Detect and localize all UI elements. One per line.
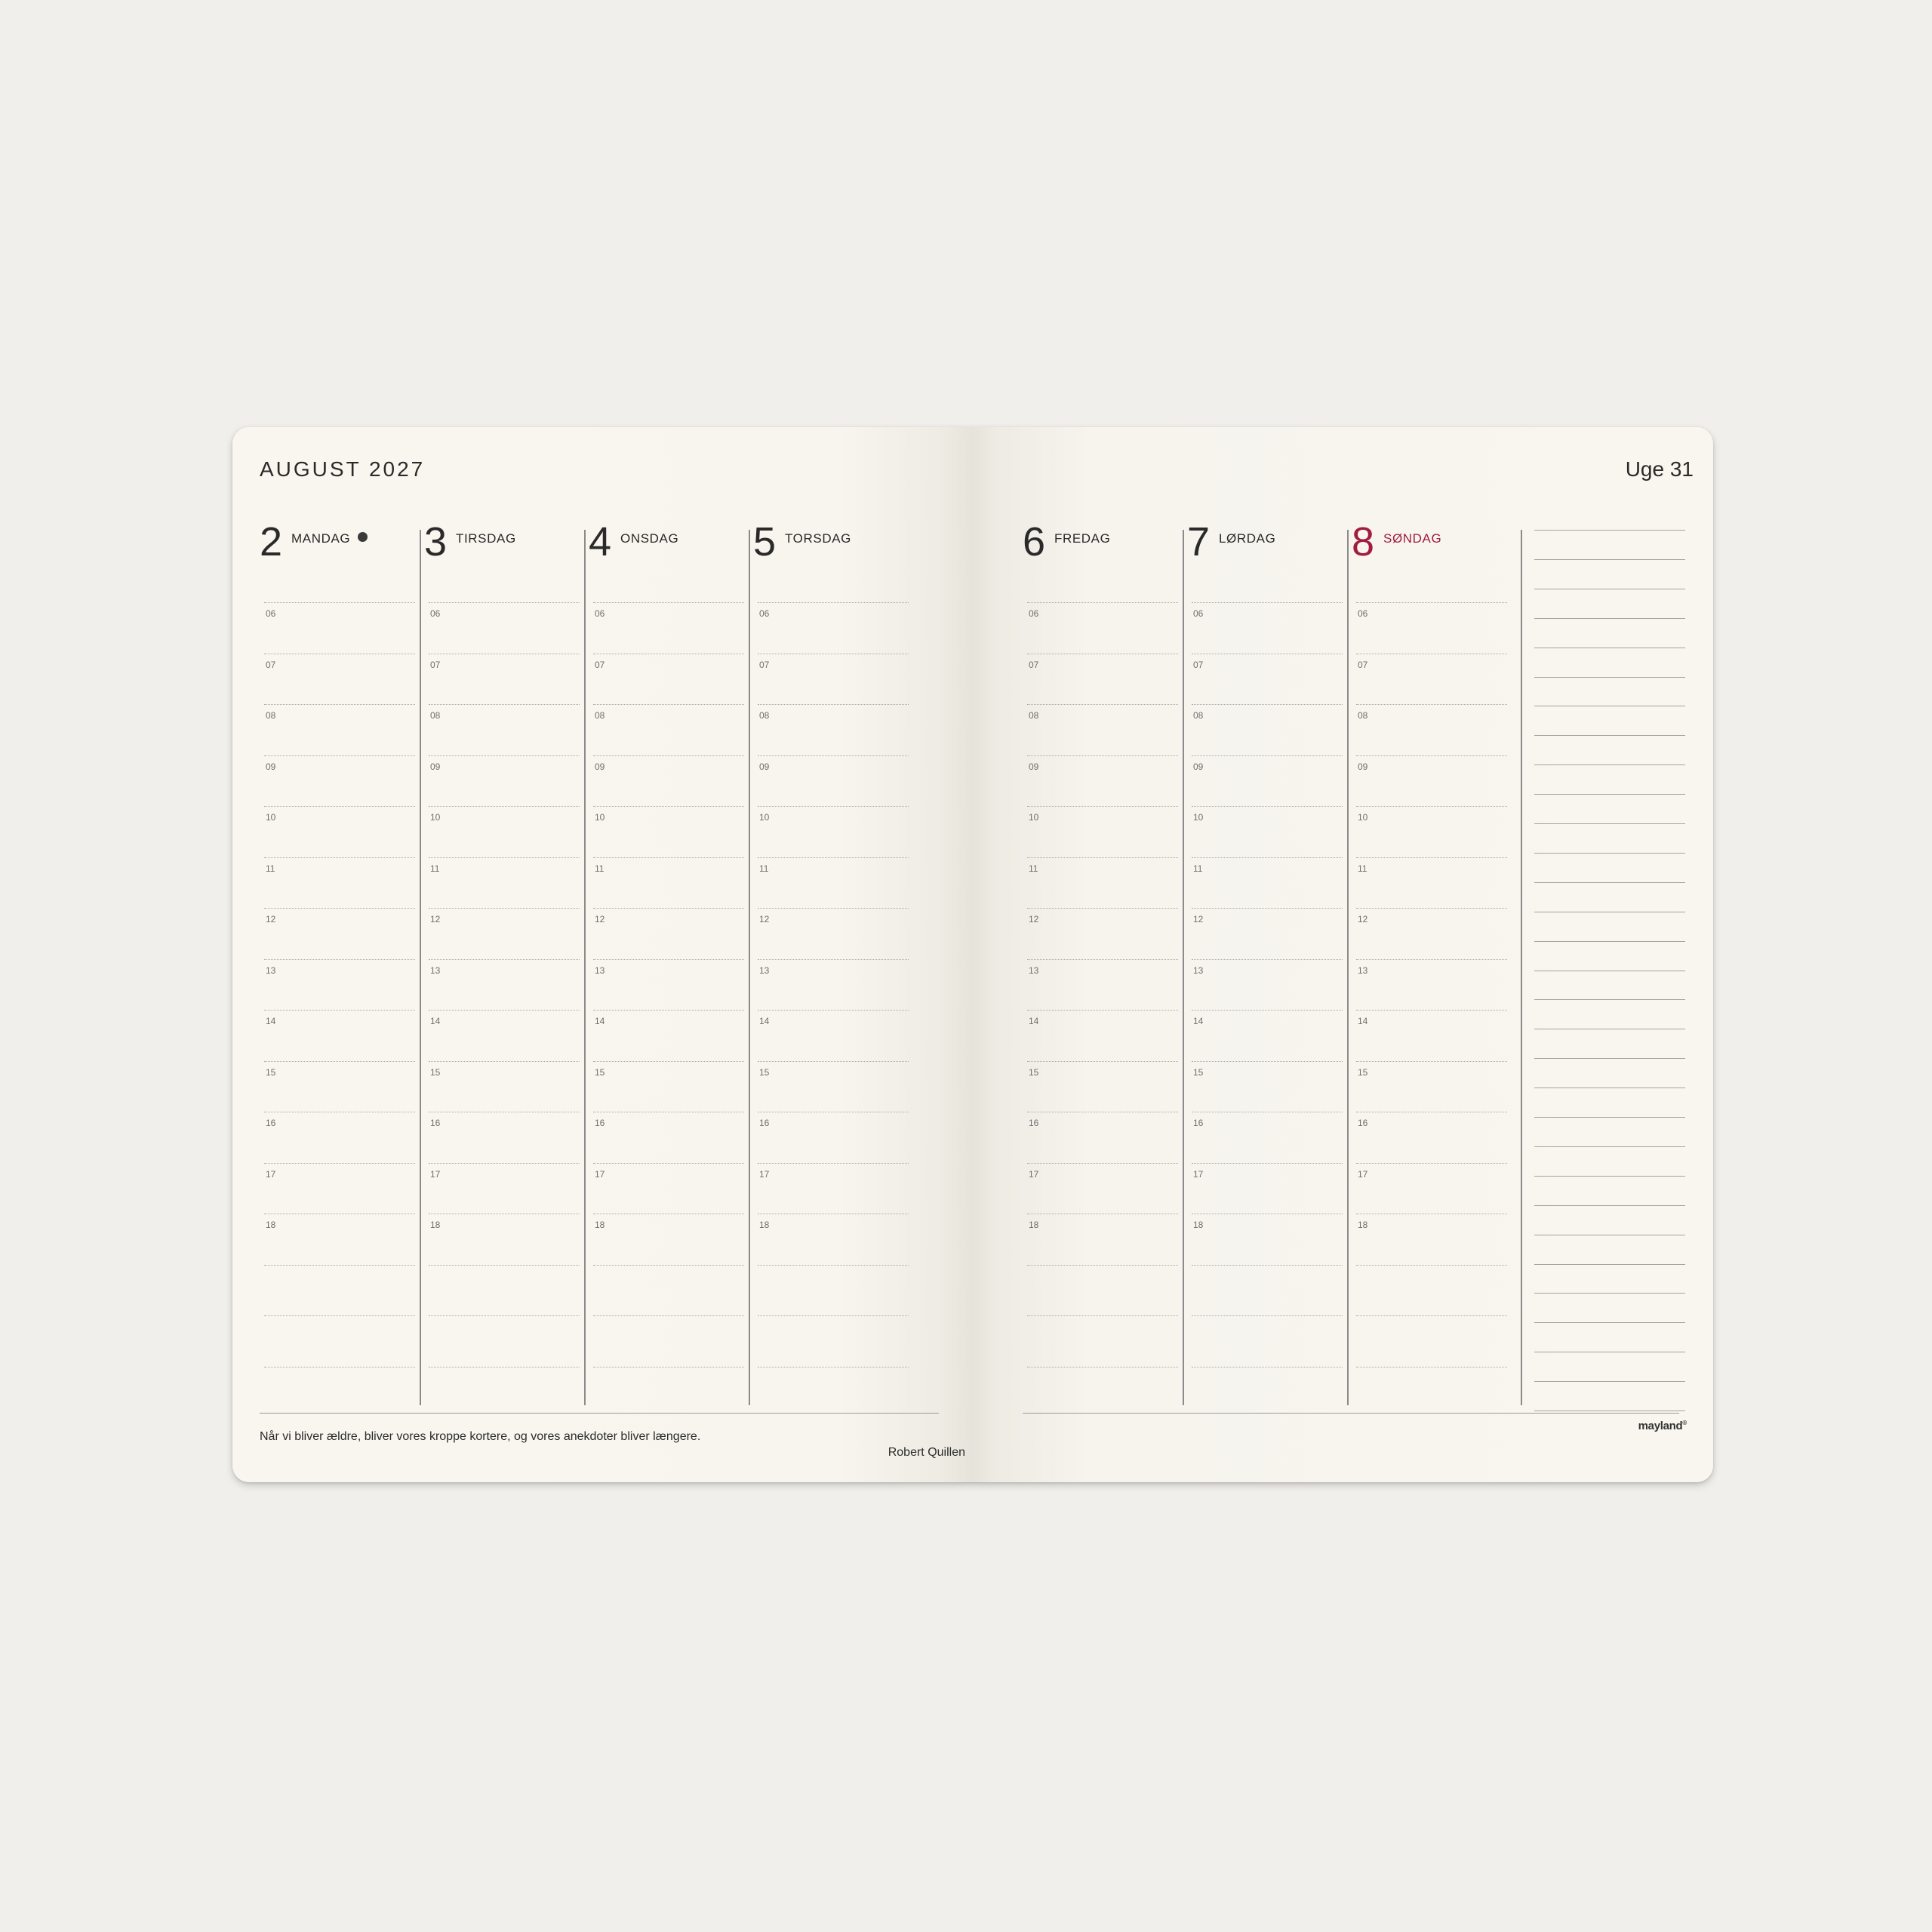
- note-line[interactable]: [1534, 764, 1685, 765]
- notes-column[interactable]: [1528, 427, 1679, 1482]
- time-slot-line[interactable]: [758, 1061, 909, 1062]
- time-slot-line[interactable]: [1027, 1010, 1178, 1011]
- time-slot-line[interactable]: [1356, 1265, 1507, 1266]
- hour-label: 10: [430, 812, 441, 823]
- hour-label: 14: [595, 1016, 605, 1026]
- hour-label: 18: [266, 1220, 276, 1230]
- hour-label: 06: [266, 608, 276, 619]
- time-slot-line[interactable]: [758, 1265, 909, 1266]
- planner-spread: [232, 427, 1713, 1482]
- time-slot-line[interactable]: [593, 602, 744, 603]
- hour-label: 07: [759, 659, 770, 670]
- time-slot-line[interactable]: [1192, 806, 1343, 807]
- day-name: [291, 531, 368, 546]
- note-line[interactable]: [1534, 1176, 1685, 1177]
- time-slot-line[interactable]: [264, 602, 415, 603]
- footer-rule: [260, 1413, 939, 1414]
- hour-label: 07: [430, 659, 441, 670]
- hour-label: 08: [1029, 710, 1039, 721]
- hour-label: 15: [430, 1066, 441, 1078]
- hour-label: 13: [1029, 964, 1039, 976]
- day-name: [1383, 531, 1441, 546]
- time-slot-line[interactable]: [758, 704, 909, 705]
- hour-label: 18: [595, 1220, 605, 1230]
- time-slot-line[interactable]: [1356, 959, 1507, 960]
- time-slot-line[interactable]: [264, 704, 415, 705]
- day-name: [1054, 531, 1110, 546]
- time-slot-line[interactable]: [593, 806, 744, 807]
- time-slot-line[interactable]: [264, 1061, 415, 1062]
- time-slot-line[interactable]: [429, 908, 580, 909]
- time-slot-line[interactable]: [1192, 1315, 1343, 1316]
- hour-label: 15: [266, 1066, 276, 1078]
- day-column-fredag[interactable]: [1023, 427, 1187, 1482]
- hour-label: 15: [1193, 1066, 1204, 1078]
- time-slot-line[interactable]: [1027, 908, 1178, 909]
- day-column-torsdag[interactable]: [753, 427, 918, 1482]
- time-slot-line[interactable]: [593, 1315, 744, 1316]
- time-slot-line[interactable]: [1356, 1315, 1507, 1316]
- day-name-label: FREDAG: [1054, 531, 1111, 546]
- day-number: 4: [589, 519, 612, 565]
- time-slot-line[interactable]: [1356, 755, 1507, 756]
- hour-label: 15: [595, 1066, 605, 1078]
- hour-label: 13: [759, 964, 770, 976]
- time-slot-line[interactable]: [1192, 755, 1343, 756]
- hour-label: 14: [430, 1016, 441, 1026]
- day-number: 2: [260, 519, 283, 565]
- hour-label: 08: [1358, 710, 1368, 721]
- time-slot-line[interactable]: [1192, 704, 1343, 705]
- time-slot-line[interactable]: [429, 806, 580, 807]
- day-number: 5: [753, 519, 777, 565]
- time-slot-line[interactable]: [758, 602, 909, 603]
- time-slot-line[interactable]: [1356, 806, 1507, 807]
- note-line[interactable]: [1534, 1205, 1685, 1206]
- time-slot-line[interactable]: [758, 755, 909, 756]
- hour-label: 13: [430, 964, 441, 976]
- hour-label: 17: [430, 1168, 441, 1180]
- time-slot-line[interactable]: [429, 1010, 580, 1011]
- hour-label: 08: [759, 710, 770, 721]
- hour-label: 10: [1193, 812, 1204, 823]
- day-column-tirsdag[interactable]: [424, 427, 589, 1482]
- day-name-label: TIRSDAG: [456, 531, 516, 546]
- hour-label: 12: [595, 914, 605, 924]
- hour-label: 07: [1029, 659, 1039, 670]
- note-line[interactable]: [1534, 1058, 1685, 1059]
- hour-label: 12: [1029, 914, 1039, 924]
- day-column-mandag[interactable]: [260, 427, 424, 1482]
- note-line[interactable]: [1534, 1381, 1685, 1382]
- time-slot-line[interactable]: [264, 1265, 415, 1266]
- time-slot-line[interactable]: [429, 602, 580, 603]
- hour-label: 15: [759, 1066, 770, 1078]
- time-slot-line[interactable]: [758, 908, 909, 909]
- time-slot-line[interactable]: [593, 1061, 744, 1062]
- hour-label: 16: [759, 1118, 770, 1128]
- time-slot-line[interactable]: [593, 704, 744, 705]
- day-name: [785, 531, 851, 546]
- time-slot-line[interactable]: [593, 908, 744, 909]
- hour-label: 17: [1029, 1168, 1039, 1180]
- time-slot-line[interactable]: [1027, 1061, 1178, 1062]
- hour-label: 10: [266, 812, 276, 823]
- time-slot-line[interactable]: [1027, 857, 1178, 858]
- hour-label: 13: [266, 964, 276, 976]
- time-slot-line[interactable]: [758, 1163, 909, 1164]
- quote-text: Når vi bliver ældre, bliver vores kroppe kortere, og vores anekdoter bliver længere.: [260, 1430, 701, 1443]
- time-slot-line[interactable]: [758, 806, 909, 807]
- time-slot-line[interactable]: [429, 857, 580, 858]
- hour-label: 16: [1193, 1118, 1204, 1128]
- hour-label: 12: [759, 914, 770, 924]
- hour-label: 08: [1193, 710, 1204, 721]
- hour-label: 06: [1029, 608, 1039, 619]
- hour-label: 17: [595, 1168, 605, 1180]
- note-line[interactable]: [1534, 559, 1685, 560]
- time-slot-line[interactable]: [758, 1010, 909, 1011]
- hour-label: 12: [1358, 914, 1368, 924]
- time-slot-line[interactable]: [1192, 1163, 1343, 1164]
- day-name: [1219, 531, 1275, 546]
- day-number: 8: [1352, 519, 1375, 565]
- hour-label: 09: [595, 761, 605, 772]
- hour-label: 16: [430, 1118, 441, 1128]
- week-start-dot-icon: [358, 532, 368, 542]
- day-name-label: LØRDAG: [1219, 531, 1276, 546]
- time-slot-line[interactable]: [1027, 755, 1178, 756]
- note-line[interactable]: [1534, 1293, 1685, 1294]
- note-line[interactable]: [1534, 941, 1685, 942]
- time-slot-line[interactable]: [264, 959, 415, 960]
- time-slot-line[interactable]: [1027, 704, 1178, 705]
- time-slot-line[interactable]: [1356, 1010, 1507, 1011]
- hour-label: 10: [595, 812, 605, 823]
- hour-label: 13: [1193, 964, 1204, 976]
- hour-label: 18: [1358, 1220, 1368, 1230]
- left-page: [232, 427, 973, 1482]
- day-name: [456, 531, 516, 546]
- time-slot-line[interactable]: [1192, 1061, 1343, 1062]
- hour-label: 14: [759, 1016, 770, 1026]
- time-slot-line[interactable]: [1027, 1315, 1178, 1316]
- hour-label: 16: [1029, 1118, 1039, 1128]
- time-slot-line[interactable]: [1192, 1010, 1343, 1011]
- hour-label: 10: [1029, 812, 1039, 823]
- time-slot-line[interactable]: [1356, 1061, 1507, 1062]
- note-line[interactable]: [1534, 1146, 1685, 1147]
- time-slot-line[interactable]: [1027, 1163, 1178, 1164]
- hour-label: 14: [1029, 1016, 1039, 1026]
- time-slot-line[interactable]: [1027, 602, 1178, 603]
- hour-label: 09: [1193, 761, 1204, 772]
- hour-label: 14: [1193, 1016, 1204, 1026]
- time-slot-line[interactable]: [593, 1163, 744, 1164]
- time-slot-line[interactable]: [593, 959, 744, 960]
- hour-label: 11: [430, 863, 440, 874]
- note-line[interactable]: [1534, 1322, 1685, 1323]
- time-slot-line[interactable]: [429, 755, 580, 756]
- hour-label: 07: [1358, 659, 1368, 670]
- hour-label: 07: [1193, 659, 1204, 670]
- note-line[interactable]: [1534, 677, 1685, 678]
- hour-label: 08: [595, 710, 605, 721]
- day-number: 6: [1023, 519, 1046, 565]
- hour-label: 14: [1358, 1016, 1368, 1026]
- time-slot-line[interactable]: [429, 1315, 580, 1316]
- hour-label: 12: [1193, 914, 1204, 924]
- hour-label: 10: [759, 812, 770, 823]
- time-slot-line[interactable]: [429, 1265, 580, 1266]
- hour-label: 11: [266, 863, 275, 874]
- hour-label: 09: [1358, 761, 1368, 772]
- hour-label: 08: [266, 710, 276, 721]
- time-slot-line[interactable]: [1192, 857, 1343, 858]
- time-slot-line[interactable]: [429, 1061, 580, 1062]
- hour-label: 07: [266, 659, 276, 670]
- hour-label: 15: [1029, 1066, 1039, 1078]
- time-slot-line[interactable]: [758, 857, 909, 858]
- day-number: 3: [424, 519, 448, 565]
- time-slot-line[interactable]: [264, 1315, 415, 1316]
- hour-label: 06: [759, 608, 770, 619]
- time-slot-line[interactable]: [1356, 857, 1507, 858]
- time-slot-line[interactable]: [593, 1010, 744, 1011]
- time-slot-line[interactable]: [264, 806, 415, 807]
- time-slot-line[interactable]: [264, 1163, 415, 1164]
- time-slot-line[interactable]: [1027, 806, 1178, 807]
- hour-label: 06: [430, 608, 441, 619]
- time-slot-line[interactable]: [1192, 908, 1343, 909]
- hour-label: 18: [1029, 1220, 1039, 1230]
- hour-label: 17: [759, 1168, 770, 1180]
- time-slot-line[interactable]: [264, 1010, 415, 1011]
- day-name-label: MANDAG: [291, 531, 351, 546]
- hour-label: 16: [1358, 1118, 1368, 1128]
- hour-label: 13: [595, 964, 605, 976]
- day-column-onsdag[interactable]: [589, 427, 753, 1482]
- time-slot-line[interactable]: [429, 959, 580, 960]
- day-column-søndag[interactable]: [1352, 427, 1516, 1482]
- hour-label: 15: [1358, 1066, 1368, 1078]
- time-slot-line[interactable]: [758, 959, 909, 960]
- note-line[interactable]: [1534, 999, 1685, 1000]
- hour-label: 06: [1193, 608, 1204, 619]
- time-slot-line[interactable]: [429, 1163, 580, 1164]
- right-page: [973, 427, 1713, 1482]
- hour-label: 08: [430, 710, 441, 721]
- time-slot-line[interactable]: [1356, 602, 1507, 603]
- time-slot-line[interactable]: [1356, 704, 1507, 705]
- brand-logo: mayland®: [1638, 1420, 1687, 1432]
- note-line[interactable]: [1534, 1264, 1685, 1265]
- time-slot-line[interactable]: [264, 908, 415, 909]
- hour-label: 17: [1358, 1168, 1368, 1180]
- hour-label: 18: [1193, 1220, 1204, 1230]
- time-slot-line[interactable]: [1192, 602, 1343, 603]
- hour-label: 11: [759, 863, 769, 874]
- hour-label: 11: [1358, 863, 1367, 874]
- note-line[interactable]: [1534, 853, 1685, 854]
- hour-label: 06: [1358, 608, 1368, 619]
- hour-label: 12: [430, 914, 441, 924]
- hour-label: 09: [759, 761, 770, 772]
- hour-label: 11: [1029, 863, 1038, 874]
- hour-label: 18: [430, 1220, 441, 1230]
- hour-label: 17: [266, 1168, 276, 1180]
- note-line[interactable]: [1534, 794, 1685, 795]
- day-name: [620, 531, 678, 546]
- week-label: Uge 31: [1625, 457, 1694, 481]
- note-line[interactable]: [1534, 735, 1685, 736]
- hour-label: 12: [266, 914, 276, 924]
- note-line[interactable]: [1534, 1117, 1685, 1118]
- hour-label: 07: [595, 659, 605, 670]
- day-name-label: SØNDAG: [1383, 531, 1442, 546]
- hour-label: 09: [266, 761, 276, 772]
- day-name-label: TORSDAG: [785, 531, 851, 546]
- time-slot-line[interactable]: [593, 1265, 744, 1266]
- hour-label: 09: [430, 761, 441, 772]
- day-number: 7: [1187, 519, 1211, 565]
- hour-label: 10: [1358, 812, 1368, 823]
- note-line[interactable]: [1534, 882, 1685, 883]
- time-slot-line[interactable]: [1192, 959, 1343, 960]
- note-line[interactable]: [1534, 618, 1685, 619]
- hour-label: 11: [595, 863, 605, 874]
- note-line[interactable]: [1534, 823, 1685, 824]
- time-slot-line[interactable]: [593, 755, 744, 756]
- time-slot-line[interactable]: [264, 755, 415, 756]
- time-slot-line[interactable]: [1027, 1265, 1178, 1266]
- time-slot-line[interactable]: [1192, 1265, 1343, 1266]
- time-slot-line[interactable]: [758, 1315, 909, 1316]
- time-slot-line[interactable]: [264, 857, 415, 858]
- time-slot-line[interactable]: [593, 857, 744, 858]
- hour-label: 17: [1193, 1168, 1204, 1180]
- hour-label: 13: [1358, 964, 1368, 976]
- day-name-label: ONSDAG: [620, 531, 679, 546]
- time-slot-line[interactable]: [1027, 959, 1178, 960]
- hour-label: 16: [595, 1118, 605, 1128]
- time-slot-line[interactable]: [429, 704, 580, 705]
- hour-label: 11: [1193, 863, 1203, 874]
- time-slot-line[interactable]: [1356, 1163, 1507, 1164]
- hour-label: 06: [595, 608, 605, 619]
- day-column-lørdag[interactable]: [1187, 427, 1352, 1482]
- hour-label: 18: [759, 1220, 770, 1230]
- month-title: AUGUST 2027: [260, 457, 426, 481]
- footer-rule: [1023, 1413, 1679, 1414]
- hour-label: 14: [266, 1016, 276, 1026]
- time-slot-line[interactable]: [1356, 908, 1507, 909]
- note-line[interactable]: [1534, 530, 1685, 531]
- quote-author: Robert Quillen: [888, 1446, 965, 1459]
- hour-label: 16: [266, 1118, 276, 1128]
- hour-label: 09: [1029, 761, 1039, 772]
